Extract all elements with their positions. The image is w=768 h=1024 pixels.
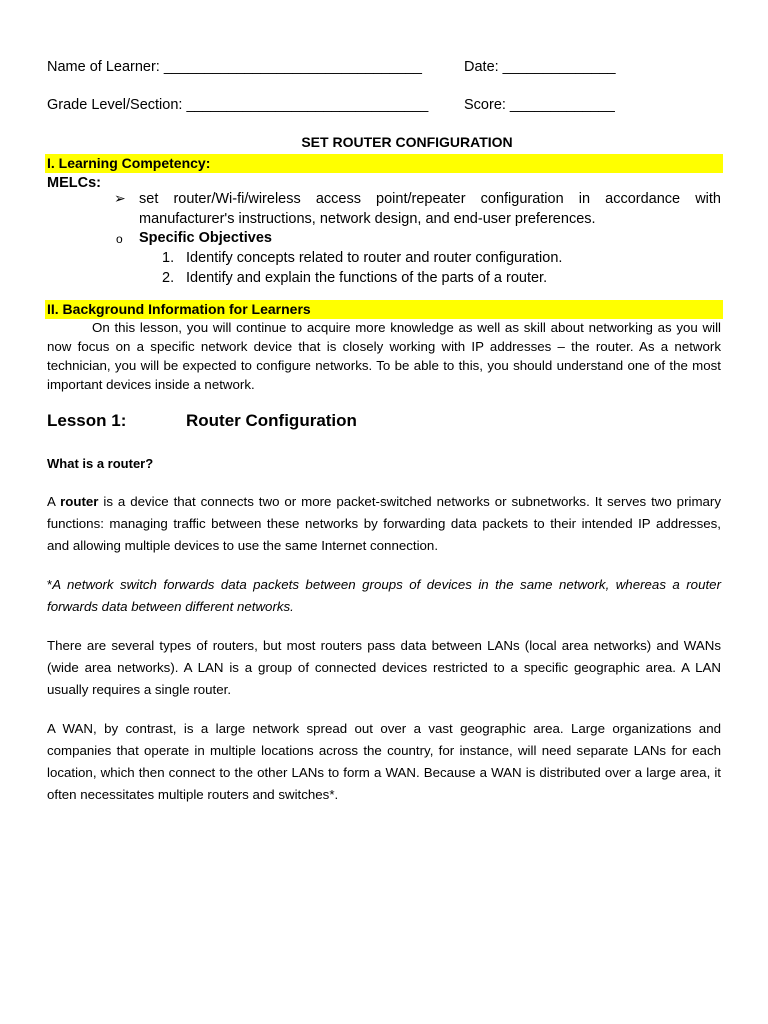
circle-bullet-icon: o xyxy=(116,232,123,246)
lesson-title: Router Configuration xyxy=(186,411,357,430)
router-p1-post: is a device that connects two or more packet-switched networks or subnetworks. It serves two primary functions: managing traffic between these networks by forwarding data packets to their intended IP addresses, and allowing multiple devices to use the same Internet connection. xyxy=(47,494,721,553)
lesson-label: Lesson 1: xyxy=(47,411,127,430)
melcs-label: MELCs: xyxy=(47,175,101,191)
melc-text: set router/Wi-fi/wireless access point/repeater configuration in accordance with manufacturer's instructions, network design, and end-user preferences. xyxy=(139,191,721,227)
note-asterisk: * xyxy=(47,577,53,592)
specific-objectives-title: Specific Objectives xyxy=(139,230,272,246)
switch-note-paragraph xyxy=(47,574,721,618)
background-information-band xyxy=(45,300,723,319)
router-definition-paragraph xyxy=(47,491,721,557)
arrow-bullet-icon: ➢ xyxy=(114,190,126,206)
background-paragraph: On this lesson, you will continue to acquire more knowledge as well as skill about networking as you will now focus on a specific network device that is closely working with IP addresses – the router. As a network technician, you will be expected to configure networks. To be able to this, you should understand one of the most important devices inside a network. xyxy=(47,320,721,392)
objective-number-1: 1. xyxy=(162,250,175,266)
learning-competency-heading: I. Learning Competency: xyxy=(47,155,211,171)
wan-paragraph: A WAN, by contrast, is a large network spread out over a vast geographic area. Large organizations and companies that operate in multiple locations across the country, for instance, will need separate LANs for each location, which then connect to the other LANs to form a WAN. Because a WAN is distributed over a large area, it often necessitates multiple routers and switches*. xyxy=(47,721,721,802)
note-italic-text: A network switch forwards data packets between groups of devices in the same network, whereas a router forwards data between different networks. xyxy=(47,577,721,614)
date-field: Date: ______________ xyxy=(464,59,616,75)
objective-text-1: Identify concepts related to router and router configuration. xyxy=(186,250,563,266)
document-title: SET ROUTER CONFIGURATION xyxy=(301,134,513,150)
what-is-router-subheading: What is a router? xyxy=(47,456,154,471)
router-p1-pre: A xyxy=(47,494,61,509)
learning-competency-band xyxy=(45,154,723,173)
objective-number-2: 2. xyxy=(162,270,175,286)
name-of-learner-field: Name of Learner: ________________________________ xyxy=(47,59,422,75)
router-term: router xyxy=(60,494,99,509)
lan-wan-paragraph: There are several types of routers, but most routers pass data between LANs (local area networks) and WANs (wide area networks). A LAN is a group of connected devices restricted to a specific geographic area. A LAN usually requires a single router. xyxy=(47,638,721,697)
grade-level-section-field: Grade Level/Section: ______________________________ xyxy=(47,97,429,113)
objective-text-2: Identify and explain the functions of the parts of a router. xyxy=(186,270,548,286)
background-information-heading: II. Background Information for Learners xyxy=(47,301,311,317)
score-field: Score: _____________ xyxy=(464,97,615,113)
